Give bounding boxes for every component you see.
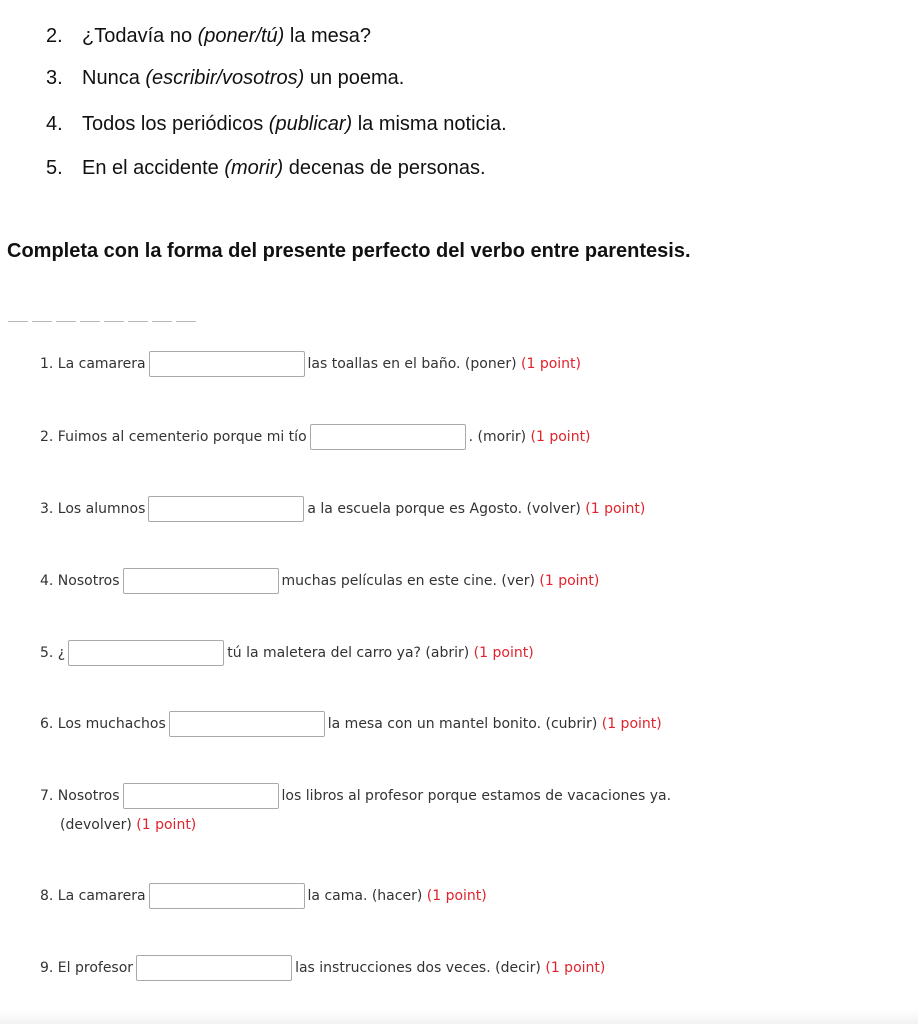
item-text: En el accidente <box>82 157 225 179</box>
question-continuation: la cama. (hacer) <box>307 888 423 904</box>
question-prompt: 7. Nosotros <box>40 788 120 804</box>
item-number: 2. <box>46 25 63 47</box>
item-verb: (poner/tú) <box>197 25 285 47</box>
item-number: 3. <box>46 67 63 89</box>
question-9 <box>40 954 605 982</box>
question-7 <box>40 782 672 833</box>
question-continuation: . (morir) <box>468 429 527 445</box>
question-5 <box>40 639 534 667</box>
points-label: (1 point) <box>585 501 646 517</box>
item-verb: (publicar) <box>268 113 353 135</box>
question-prompt: 1. La camarera <box>40 356 146 372</box>
question-prompt: 2. Fuimos al cementerio porque mi tío <box>40 429 307 445</box>
previous-exercise-item <box>46 156 486 180</box>
question-prompt: 4. Nosotros <box>40 573 120 589</box>
question-continuation: a la escuela porque es Agosto. (volver) <box>307 501 581 517</box>
question-1 <box>40 350 581 378</box>
points-label: (1 point) <box>521 356 581 372</box>
item-text-end: la misma noticia. <box>352 113 507 135</box>
item-number: 5. <box>46 157 63 179</box>
section-heading: Completa con la forma del presente perfecto del verbo entre parentesis. <box>7 240 691 262</box>
previous-exercise-item <box>46 66 404 90</box>
question-3 <box>40 495 645 523</box>
question-continuation: la mesa con un mantel bonito. (cubrir) <box>327 716 598 732</box>
answer-input-3[interactable] <box>148 496 304 522</box>
question-continuation: tú la maletera del carro ya? (abrir) <box>227 645 470 661</box>
answer-input-7[interactable] <box>123 783 279 809</box>
question-prompt: 6. Los muchachos <box>40 716 166 732</box>
question-continuation: las instrucciones dos veces. (decir) <box>295 960 541 976</box>
answer-input-5[interactable] <box>68 640 224 666</box>
question-7-second-line <box>60 811 196 839</box>
points-label: (1 point) <box>136 817 197 833</box>
item-text-end: un poema. <box>304 67 405 89</box>
points-label: (1 point) <box>545 960 606 976</box>
question-prompt: 8. La camarera <box>40 888 146 904</box>
item-text: ¿Todavía no <box>82 25 198 47</box>
points-label: (1 point) <box>539 573 600 589</box>
previous-exercise-item <box>46 24 371 48</box>
item-text-end: la mesa? <box>284 25 372 47</box>
points-label: (1 point) <box>530 429 591 445</box>
answer-input-1[interactable] <box>149 351 305 377</box>
section-divider <box>8 321 200 323</box>
question-2 <box>40 423 591 451</box>
question-prompt: 9. El profesor <box>40 960 134 976</box>
points-label: (1 point) <box>426 888 487 904</box>
question-continuation: muchas películas en este cine. (ver) <box>281 573 535 589</box>
answer-input-6[interactable] <box>169 711 325 737</box>
page-bottom-edge <box>0 1010 918 1024</box>
item-text: Todos los periódicos <box>82 113 269 135</box>
question-continuation: las toallas en el baño. (poner) <box>307 356 517 372</box>
answer-input-2[interactable] <box>310 424 466 450</box>
points-label: (1 point) <box>473 645 534 661</box>
question-verb: (devolver) <box>60 817 132 833</box>
answer-input-4[interactable] <box>123 568 279 594</box>
item-verb: (escribir/vosotros) <box>145 67 305 89</box>
question-prompt: 5. ¿ <box>40 645 66 661</box>
question-continuation: los libros al profesor porque estamos de vacaciones ya. <box>281 788 672 804</box>
answer-input-9[interactable] <box>136 955 292 981</box>
question-4 <box>40 567 599 595</box>
points-label: (1 point) <box>601 716 662 732</box>
question-prompt: 3. Los alumnos <box>40 501 146 517</box>
item-text-end: decenas de personas. <box>283 157 486 179</box>
question-6 <box>40 710 662 738</box>
item-verb: (morir) <box>224 157 284 179</box>
answer-input-8[interactable] <box>149 883 305 909</box>
previous-exercise-item <box>46 112 507 136</box>
question-8 <box>40 882 487 910</box>
item-text: Nunca <box>82 67 146 89</box>
item-number: 4. <box>46 113 63 135</box>
